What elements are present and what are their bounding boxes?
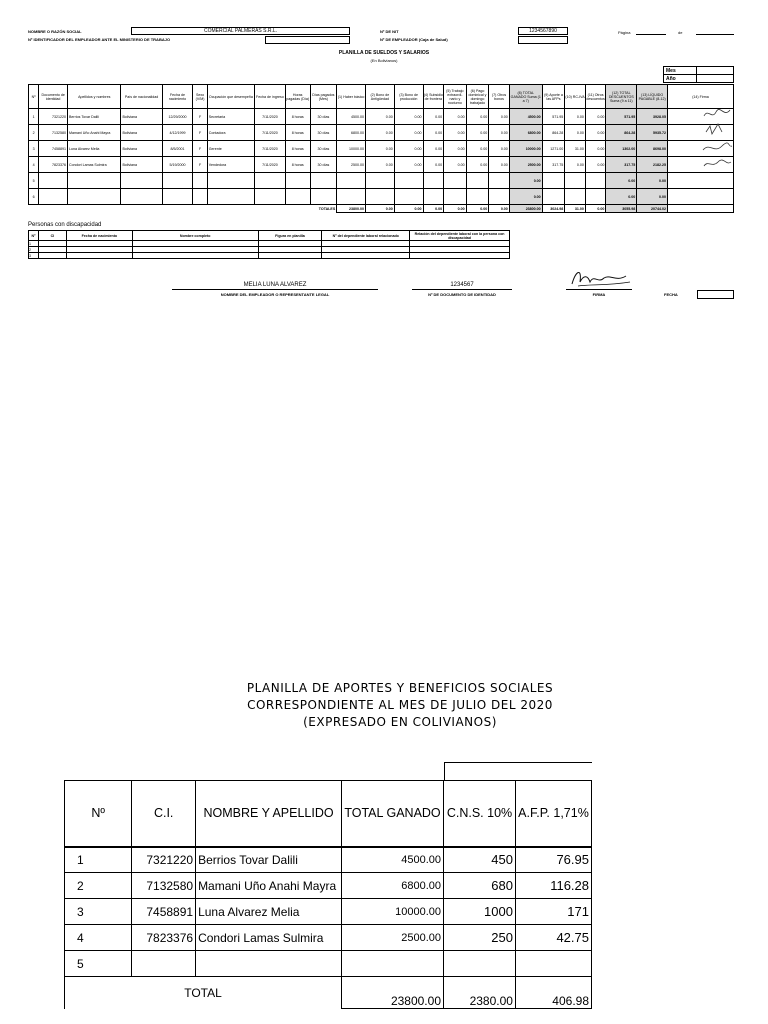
cell[interactable] xyxy=(258,253,322,259)
total-cell: 2380.00 xyxy=(444,977,516,1009)
table-cell: 30 días xyxy=(310,125,337,141)
table-cell: 0.00 xyxy=(585,125,606,141)
table-cell: F xyxy=(193,141,207,157)
table-cell: 2 xyxy=(65,873,132,899)
table-cell: 4/12/1999 xyxy=(162,125,193,141)
table-cell xyxy=(39,189,68,205)
table-cell: 0.00 xyxy=(489,109,510,125)
table-cell: 1 xyxy=(65,847,132,873)
empleador-nombre-label: NOMBRE DEL EMPLEADOR O REPRESENTANTE LEGAL xyxy=(220,292,330,297)
cell[interactable] xyxy=(66,253,132,259)
table-row xyxy=(29,141,734,157)
fecha-label: FECHA xyxy=(664,292,678,297)
table-cell: 7/11/2020 xyxy=(255,141,286,157)
col-header: (12) TOTAL DESCUENTOS Suma (9 a 11) xyxy=(606,85,637,109)
total-cell: 31.00 xyxy=(565,205,586,213)
table-cell: F xyxy=(193,157,207,173)
table-cell xyxy=(132,951,196,977)
aportes-body xyxy=(65,847,592,977)
table-cell: 0.00 xyxy=(637,173,668,189)
table-cell: 0.00 xyxy=(394,125,423,141)
table-cell: 0.00 xyxy=(444,109,467,125)
aportes-table xyxy=(64,780,592,1009)
aportes-total-label: TOTAL xyxy=(65,977,342,1009)
table-cell: 7/11/2020 xyxy=(255,157,286,173)
table-cell: 7321220 xyxy=(132,847,196,873)
table-cell xyxy=(466,173,489,189)
table-cell: Boliviana xyxy=(121,125,162,141)
table-cell: 2 xyxy=(29,125,39,141)
planilla-header-row xyxy=(29,85,734,109)
table-cell xyxy=(68,189,121,205)
table-cell xyxy=(444,173,467,189)
table-cell: 7/11/2020 xyxy=(255,109,286,125)
table-row xyxy=(65,873,592,899)
table-cell: 30 días xyxy=(310,141,337,157)
table-cell xyxy=(39,173,68,189)
table-cell xyxy=(489,189,510,205)
table-cell: 5 xyxy=(29,173,39,189)
table-cell: 76.95 xyxy=(515,847,591,873)
table-cell: Vendedora xyxy=(207,157,254,173)
table-cell: 0.00 xyxy=(466,141,489,157)
table-cell xyxy=(542,189,565,205)
total-cell: 23800.00 xyxy=(337,205,366,213)
table-cell: 0.00 xyxy=(466,157,489,173)
table-cell: 0.00 xyxy=(585,109,606,125)
table-cell: 0.00 xyxy=(466,109,489,125)
col-header: NOMBRE Y APELLIDO xyxy=(196,781,342,847)
table-cell xyxy=(207,173,254,189)
col-header: (3) Bono de producción xyxy=(394,85,423,109)
total-cell: 3055.98 xyxy=(606,205,637,213)
planilla-sueldos-table xyxy=(28,84,734,213)
table-cell xyxy=(337,173,366,189)
table-cell xyxy=(565,173,586,189)
table-row xyxy=(65,899,592,925)
table-cell xyxy=(342,951,444,977)
table-cell: 7458891 xyxy=(132,899,196,925)
total-cell: 3024.98 xyxy=(542,205,565,213)
table-cell: 0.00 xyxy=(444,157,467,173)
table-cell xyxy=(366,189,395,205)
table-cell: 0.00 xyxy=(489,125,510,141)
table-cell: 4 xyxy=(65,925,132,951)
table-cell xyxy=(466,189,489,205)
table-cell xyxy=(285,189,310,205)
col-header: C.I. xyxy=(132,781,196,847)
table-cell: 0.00 xyxy=(394,141,423,157)
table-cell: 5 xyxy=(65,951,132,977)
table-cell xyxy=(585,173,606,189)
empleador-field[interactable] xyxy=(518,36,568,44)
table-cell: 31.00 xyxy=(565,141,586,157)
table-cell: 6800.00 xyxy=(337,125,366,141)
table-cell: 0.00 xyxy=(565,109,586,125)
table-cell: 0.00 xyxy=(509,173,542,189)
table-cell: 0.00 xyxy=(366,141,395,157)
table-cell: 3928.05 xyxy=(637,109,668,125)
aportes-total-row xyxy=(65,977,592,1009)
table-cell: 3 xyxy=(29,141,39,157)
identificador-field[interactable] xyxy=(265,36,350,44)
aportes-title-line3: (EXPRESADO EN COLIVIANOS) xyxy=(303,715,497,729)
aportes-title-line1: PLANILLA DE APORTES Y BENEFICIOS SOCIALES xyxy=(246,681,554,695)
table-cell: 1000 xyxy=(444,899,516,925)
table-cell: 0.00 xyxy=(509,189,542,205)
table-cell xyxy=(394,189,423,205)
col-header: País de nacionalidad xyxy=(121,85,162,109)
table-cell: 680 xyxy=(444,873,516,899)
table-cell: Luna Alvarez Melia xyxy=(68,141,121,157)
table-cell: Berrios Tovar Dalili xyxy=(68,109,121,125)
table-cell xyxy=(542,173,565,189)
table-cell: Secretaria xyxy=(207,109,254,125)
col-header: (8) TOTAL GANADO Suma (1 a 7) xyxy=(509,85,542,109)
table-cell: 8 horas xyxy=(285,141,310,157)
table-cell xyxy=(193,173,207,189)
table-cell: 4500.00 xyxy=(509,109,542,125)
total-cell: 0.00 xyxy=(466,205,489,213)
table-cell: 0.00 xyxy=(637,189,668,205)
table-cell: 864.28 xyxy=(606,125,637,141)
col-header: Fecha de nacimiento xyxy=(162,85,193,109)
table-cell: Contadora xyxy=(207,125,254,141)
col-header: (14) Firma xyxy=(668,85,734,109)
table-row xyxy=(29,125,734,141)
col-header: Figura en planilla xyxy=(258,231,322,241)
col-header: (4) Subsidio de frontera xyxy=(423,85,444,109)
table-cell: 7823376 xyxy=(39,157,68,173)
table-cell xyxy=(121,189,162,205)
col-header: (2) Bono de Antigüedad xyxy=(366,85,395,109)
table-row xyxy=(29,157,734,173)
table-cell: Condori Lamas Sulmira xyxy=(196,925,342,951)
table-cell: Luna Alvarez Melia xyxy=(196,899,342,925)
col-header: Documento de identidad xyxy=(39,85,68,109)
de-field[interactable] xyxy=(696,28,734,35)
table-cell xyxy=(565,189,586,205)
table-cell: 1271.00 xyxy=(542,141,565,157)
table-cell: 450 xyxy=(444,847,516,873)
table-cell: 42.75 xyxy=(515,925,591,951)
aportes-header-row xyxy=(65,781,592,847)
table-cell xyxy=(68,173,121,189)
row-number: 1 xyxy=(29,241,39,247)
col-header: (1) Haber básico xyxy=(337,85,366,109)
row-number: 3 xyxy=(29,253,39,259)
aportes-title xyxy=(200,680,600,731)
table-cell xyxy=(423,189,444,205)
table-cell: 8/5/2001 xyxy=(162,141,193,157)
table-cell: 4500.00 xyxy=(342,847,444,873)
table-cell: 7458891 xyxy=(39,141,68,157)
divider xyxy=(444,762,592,763)
table-cell: 0.00 xyxy=(489,157,510,173)
discapacidad-table xyxy=(28,230,510,259)
table-cell: 0.00 xyxy=(444,125,467,141)
total-cell: 20744.02 xyxy=(637,205,668,213)
col-header: Nº xyxy=(29,231,39,241)
col-header: C.N.S. 10% xyxy=(444,781,516,847)
table-cell: 8 horas xyxy=(285,157,310,173)
table-cell: 2500.00 xyxy=(342,925,444,951)
documento-identidad-label: Nº DE DOCUMENTO DE IDENTIDAD xyxy=(428,292,496,297)
table-row xyxy=(29,253,510,259)
table-cell: 2500.00 xyxy=(509,157,542,173)
de-label: de xyxy=(678,30,683,35)
pagina-label: Página xyxy=(618,30,631,35)
aportes-title-line2: CORRESPONDIENTE AL MES DE JULIO DEL 2020 xyxy=(247,698,553,712)
empleador-nombre: MELIA LUNA ALVAREZ xyxy=(243,282,307,288)
table-row xyxy=(29,173,734,189)
table-cell: 2500.00 xyxy=(337,157,366,173)
col-header: Nombre completo xyxy=(132,231,258,241)
table-cell: 317.75 xyxy=(542,157,565,173)
identificador-label: Nº IDENTIFICADOR DEL EMPLEADOR ANTE EL MINISTERIO DE TRABAJO xyxy=(28,37,171,42)
table-cell xyxy=(162,173,193,189)
table-cell xyxy=(366,173,395,189)
col-header: Horas pagadas (Día) xyxy=(285,85,310,109)
table-cell: 0.00 xyxy=(565,125,586,141)
col-header: (6) Pago dominical y domingo trabajado xyxy=(466,85,489,109)
table-cell: 7823376 xyxy=(132,925,196,951)
table-cell: Condori Lamas Sulmira xyxy=(68,157,121,173)
table-cell: 12/29/2000 xyxy=(162,109,193,125)
total-cell: 406.98 xyxy=(515,977,591,1009)
table-cell: 10000.00 xyxy=(337,141,366,157)
table-cell: 30 días xyxy=(310,109,337,125)
table-cell: 6800.00 xyxy=(342,873,444,899)
table-cell: 250 xyxy=(444,925,516,951)
table-cell xyxy=(585,189,606,205)
cell[interactable] xyxy=(410,253,510,259)
table-cell: Boliviana xyxy=(121,109,162,125)
table-cell xyxy=(162,189,193,205)
divider xyxy=(444,762,445,780)
totals-label: TOTALES xyxy=(29,205,337,213)
table-cell: 0.00 xyxy=(394,109,423,125)
table-cell: 2182.25 xyxy=(637,157,668,173)
col-header: Nº xyxy=(29,85,39,109)
col-header: CI xyxy=(38,231,66,241)
table-cell: 0.00 xyxy=(366,109,395,125)
table-row xyxy=(65,847,592,873)
empleador-label: Nº DE EMPLEADOR (Caja de Salud) xyxy=(380,37,448,42)
col-header: (5) Trabajo extraordi-nario y nocturno xyxy=(444,85,467,109)
table-cell: Mamani Uño Anahi Mayra xyxy=(68,125,121,141)
table-cell: 0.00 xyxy=(585,141,606,157)
razon-social-label: NOMBRE O RAZÓN SOCIAL xyxy=(28,29,82,34)
total-cell: 0.00 xyxy=(585,205,606,213)
table-cell: 0.00 xyxy=(585,157,606,173)
table-cell xyxy=(255,189,286,205)
table-cell: Gerente xyxy=(207,141,254,157)
table-cell xyxy=(121,173,162,189)
firma-label: FIRMA xyxy=(592,292,606,297)
table-cell: 317.75 xyxy=(606,157,637,173)
table-cell: 0.00 xyxy=(423,141,444,157)
table-cell: 1302.00 xyxy=(606,141,637,157)
table-row xyxy=(29,109,734,125)
col-header: Nº del dependiente laboral relacionado xyxy=(322,231,410,241)
table-row xyxy=(65,925,592,951)
col-header: (9) Aporte a las AFPs xyxy=(542,85,565,109)
table-cell: 4 xyxy=(29,157,39,173)
table-cell: 171 xyxy=(515,899,591,925)
table-cell: F xyxy=(193,109,207,125)
table-cell: 6800.00 xyxy=(509,125,542,141)
table-cell xyxy=(444,951,516,977)
table-cell: F xyxy=(193,125,207,141)
pagina-field[interactable] xyxy=(636,28,666,35)
table-cell: 7132580 xyxy=(132,873,196,899)
table-cell: 7/11/2020 xyxy=(255,125,286,141)
table-cell xyxy=(337,189,366,205)
table-row xyxy=(29,189,734,205)
nit-label: Nº DE NIT xyxy=(380,29,399,34)
table-cell xyxy=(423,173,444,189)
cell[interactable] xyxy=(38,253,66,259)
table-cell: 3 xyxy=(65,899,132,925)
col-header: Fecha de ingreso xyxy=(255,85,286,109)
nit-field[interactable]: 1234567890 xyxy=(518,27,568,35)
table-cell: 0.00 xyxy=(489,141,510,157)
col-header: Días pagados (Mes) xyxy=(310,85,337,109)
total-cell: 0.00 xyxy=(423,205,444,213)
signature-icon xyxy=(566,266,636,290)
table-cell: 864.28 xyxy=(542,125,565,141)
anio-label: Año xyxy=(663,74,697,83)
table-cell: 5/19/2000 xyxy=(162,157,193,173)
col-header: (7) Otros bonos xyxy=(489,85,510,109)
table-cell: 0.00 xyxy=(366,157,395,173)
table-cell xyxy=(196,951,342,977)
table-cell: Boliviana xyxy=(121,141,162,157)
col-header: Fecha de nacimiento xyxy=(66,231,132,241)
row-number: 2 xyxy=(29,247,39,253)
table-cell: 30 días xyxy=(310,157,337,173)
col-header: Ocupación que desempeña xyxy=(207,85,254,109)
discapacidad-title: Personas con discapacidad xyxy=(28,222,102,228)
table-cell xyxy=(285,173,310,189)
total-cell: 0.00 xyxy=(366,205,395,213)
mes-label: Mes xyxy=(663,66,697,75)
table-row xyxy=(65,951,592,977)
total-cell: 23800.00 xyxy=(509,205,542,213)
planilla-subtitle: (En Bolivianos) xyxy=(370,58,398,63)
planilla-title: PLANILLA DE SUELDOS Y SALARIOS xyxy=(338,50,430,56)
row-signatures-icon xyxy=(700,106,734,170)
divider xyxy=(566,289,632,290)
planilla-body xyxy=(29,109,734,205)
table-cell xyxy=(444,189,467,205)
col-header: Sexo (V/M) xyxy=(193,85,207,109)
table-cell xyxy=(255,173,286,189)
table-cell xyxy=(193,189,207,205)
table-cell: 7132580 xyxy=(39,125,68,141)
col-header: (13) LÍQUIDO PAGABLE (8-12) xyxy=(637,85,668,109)
cell[interactable] xyxy=(132,253,258,259)
table-cell: 4500.00 xyxy=(337,109,366,125)
table-cell: 0.00 xyxy=(423,157,444,173)
table-cell: 8698.00 xyxy=(637,141,668,157)
table-cell: 0.00 xyxy=(565,157,586,173)
table-cell xyxy=(310,173,337,189)
anio-field[interactable] xyxy=(696,74,734,83)
table-cell: 10000.00 xyxy=(509,141,542,157)
fecha-field[interactable] xyxy=(697,290,734,299)
total-cell xyxy=(668,205,734,213)
signature-cell[interactable] xyxy=(668,173,734,189)
col-header: (10) RC-IVA xyxy=(565,85,586,109)
table-cell: 0.00 xyxy=(606,173,637,189)
total-cell: 0.00 xyxy=(489,205,510,213)
table-cell: 0.00 xyxy=(423,109,444,125)
table-cell: 571.95 xyxy=(542,109,565,125)
table-cell: 1 xyxy=(29,109,39,125)
table-cell xyxy=(207,189,254,205)
table-cell: 5935.72 xyxy=(637,125,668,141)
table-cell: 7321220 xyxy=(39,109,68,125)
table-cell: Berrios Tovar Dalili xyxy=(196,847,342,873)
table-cell xyxy=(394,173,423,189)
table-cell xyxy=(489,173,510,189)
table-cell: 0.00 xyxy=(366,125,395,141)
table-cell: 8 horas xyxy=(285,109,310,125)
table-cell: 0.00 xyxy=(423,125,444,141)
table-cell: 116.28 xyxy=(515,873,591,899)
table-cell: 10000.00 xyxy=(342,899,444,925)
table-cell: Mamani Uño Anahi Mayra xyxy=(196,873,342,899)
signature-cell[interactable] xyxy=(668,189,734,205)
discapacidad-header-row xyxy=(29,231,510,241)
table-cell xyxy=(515,951,591,977)
divider xyxy=(172,289,378,290)
razon-social-field[interactable]: COMERCIAL PALMERAS S.R.L. xyxy=(131,27,350,35)
col-header: Nº xyxy=(65,781,132,847)
divider xyxy=(412,289,512,290)
table-cell xyxy=(310,189,337,205)
table-cell: 571.95 xyxy=(606,109,637,125)
total-cell: 23800.00 xyxy=(342,977,444,1009)
table-cell: 6 xyxy=(29,189,39,205)
cell[interactable] xyxy=(322,253,410,259)
table-cell: Boliviana xyxy=(121,157,162,173)
table-cell: 0.00 xyxy=(394,157,423,173)
total-cell: 0.00 xyxy=(444,205,467,213)
col-header: (11) Otros descuentos xyxy=(585,85,606,109)
table-cell: 0.00 xyxy=(466,125,489,141)
table-cell: 0.00 xyxy=(606,189,637,205)
table-cell: 8 horas xyxy=(285,125,310,141)
total-cell: 0.00 xyxy=(394,205,423,213)
col-header: TOTAL GANADO xyxy=(342,781,444,847)
documento-identidad: 1234567 xyxy=(450,282,474,288)
table-cell: 0.00 xyxy=(444,141,467,157)
col-header: Relación del dependiente laboral con la persona con discapacidad xyxy=(410,231,510,241)
col-header: A.F.P. 1,71% xyxy=(515,781,591,847)
col-header: Apellidos y nombres xyxy=(68,85,121,109)
totals-row xyxy=(29,205,734,213)
